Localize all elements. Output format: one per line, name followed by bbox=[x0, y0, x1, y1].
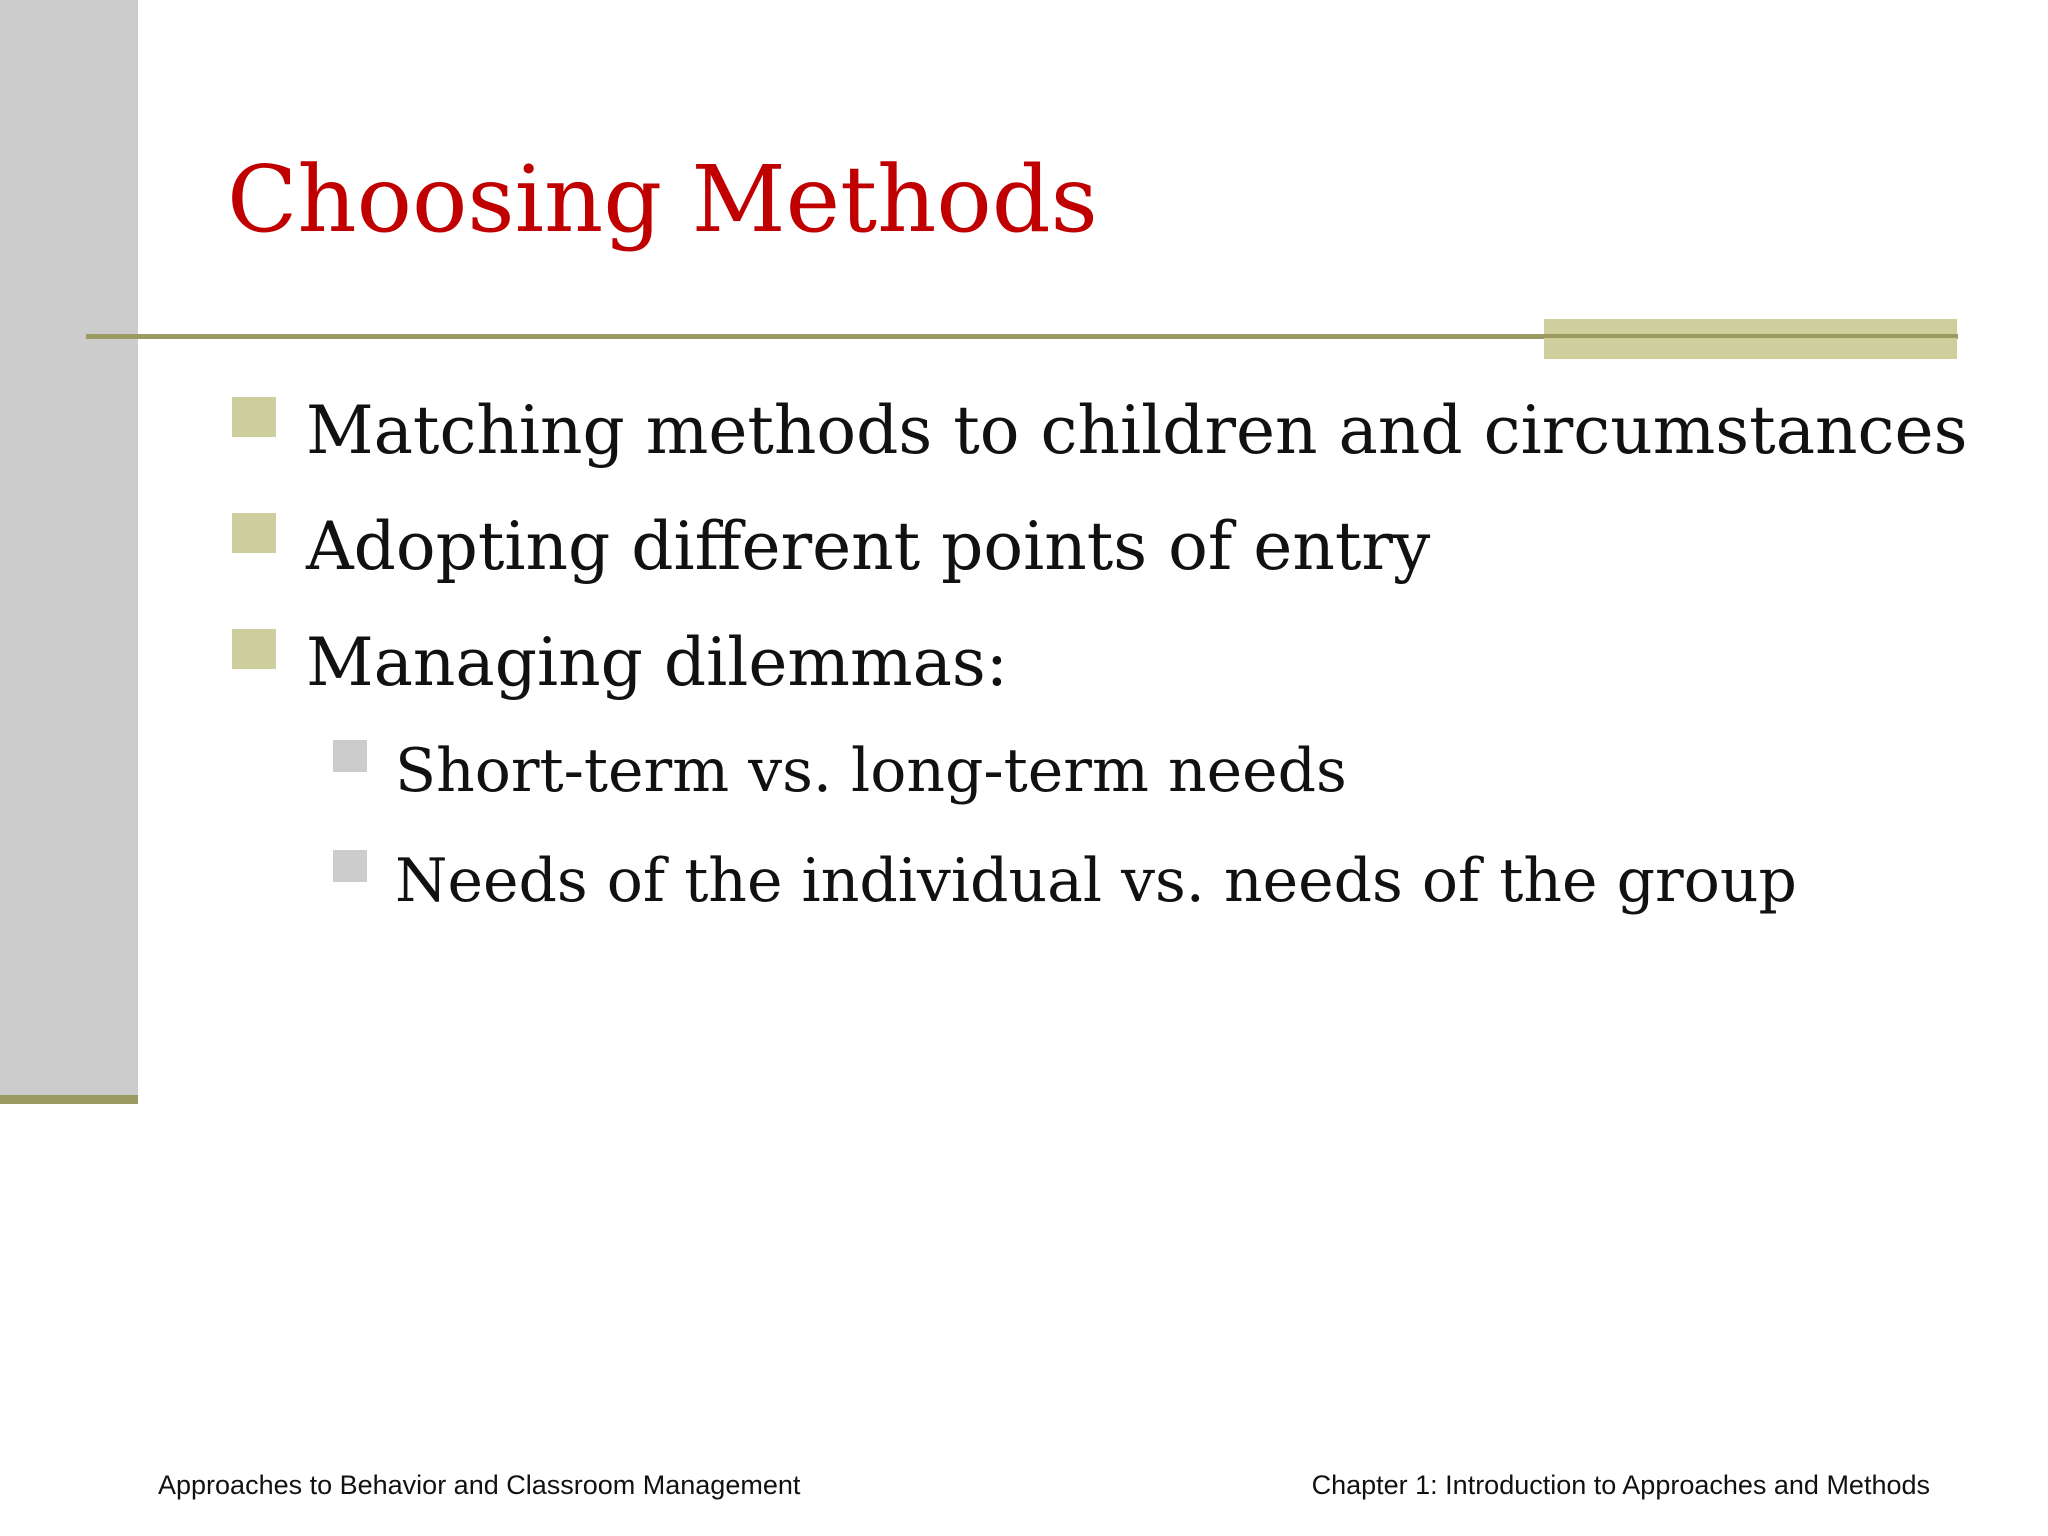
bullet-text: Adopting different points of entry bbox=[306, 508, 1431, 585]
sub-bullet-text: Needs of the individual vs. needs of the group bbox=[395, 846, 1797, 916]
title-divider-accent bbox=[1544, 319, 1957, 359]
side-bar bbox=[0, 0, 138, 1095]
square-sub-bullet-icon bbox=[333, 740, 367, 772]
bullet-text: Managing dilemmas: bbox=[306, 624, 1009, 701]
square-bullet-icon bbox=[232, 513, 276, 553]
title-divider-accent-line bbox=[1544, 334, 1957, 338]
sub-bullet-item bbox=[333, 732, 1347, 810]
bullet-item bbox=[232, 389, 1967, 473]
sub-bullet-item bbox=[333, 842, 1797, 920]
footer-chapter-title: Chapter 1: Introduction to Approaches and Methods bbox=[1311, 1470, 1930, 1500]
square-bullet-icon bbox=[232, 629, 276, 669]
sub-bullet-text: Short-term vs. long-term needs bbox=[395, 736, 1347, 806]
bullet-item bbox=[232, 621, 1008, 705]
square-sub-bullet-icon bbox=[333, 850, 367, 882]
slide-title: Choosing Methods bbox=[227, 146, 1098, 253]
bullet-item bbox=[232, 505, 1430, 589]
square-bullet-icon bbox=[232, 397, 276, 437]
side-bar-underline bbox=[0, 1095, 138, 1104]
bullet-text: Matching methods to children and circumstances bbox=[306, 392, 1968, 469]
footer-course-title: Approaches to Behavior and Classroom Management bbox=[158, 1470, 801, 1500]
